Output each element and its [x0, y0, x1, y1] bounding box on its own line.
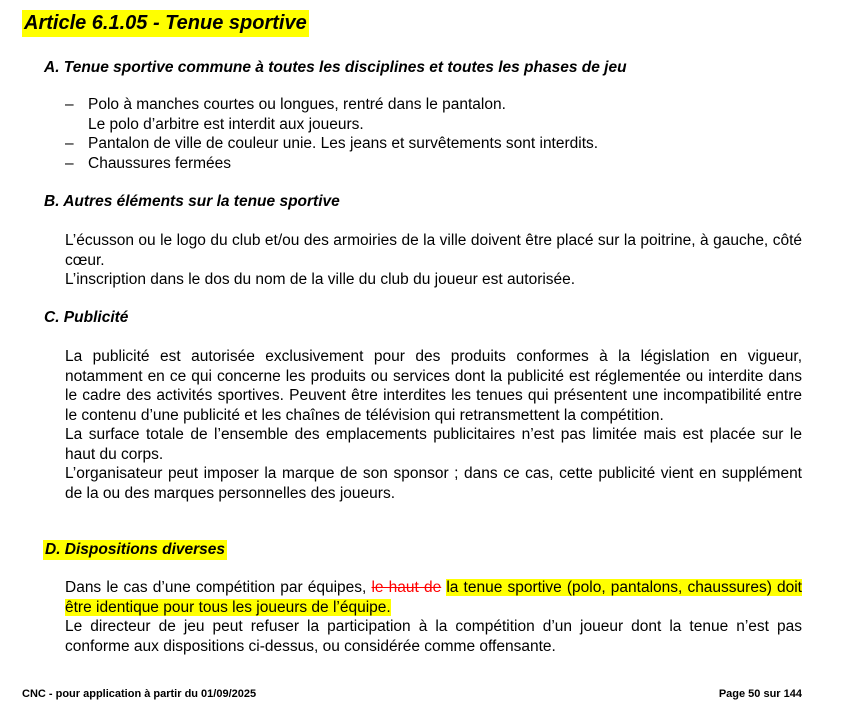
list-item-line: Le polo d’arbitre est interdit aux joueurs. [88, 115, 364, 133]
dash-bullet: – [65, 135, 74, 152]
section-b-body [65, 231, 802, 290]
list-item-line: Pantalon de ville de couleur unie. Les jeans et survêtements sont interdits. [88, 135, 599, 152]
list-item-line: Polo à manches courtes ou longues, rentré dans le pantalon. [88, 96, 506, 113]
paragraph-text: Dans le cas d’une compétition par équipes, [65, 579, 372, 596]
deleted-text: le haut de [371, 579, 442, 596]
article-title: Article 6.1.05 - Tenue sportive [22, 10, 309, 37]
section-a-list [65, 95, 598, 173]
section-d-body [65, 578, 802, 656]
footer-left: CNC - pour application à partir du 01/09/2025 [22, 688, 257, 700]
paragraph [65, 578, 802, 617]
paragraph: La surface totale de l’ensemble des emplacements publicitaires n’est pas limitée mais est placée sur le haut du corps. [65, 426, 802, 463]
section-b-heading: B. Autres éléments sur la tenue sportive [44, 193, 340, 210]
paragraph: L’écusson ou le logo du club et/ou des armoiries de la ville doivent être placé sur la poitrine, à gauche, côté cœur. [65, 232, 802, 269]
dash-bullet: – [65, 154, 74, 172]
paragraph: L’inscription dans le dos du nom de la ville du club du joueur est autorisée. [65, 271, 576, 288]
section-a-heading: A. Tenue sportive commune à toutes les disciplines et toutes les phases de jeu [44, 59, 627, 76]
section-c-heading: C. Publicité [44, 309, 129, 326]
list-item-line: Chaussures fermées [88, 154, 232, 172]
section-d-heading: D. Dispositions diverses [45, 541, 226, 558]
paragraph: Le directeur de jeu peut refuser la participation à la compétition d’un joueur dont la tenue n’est pas conforme aux dispositions ci-dessus, ou considérée comme offensante. [65, 618, 802, 655]
section-c-body [65, 347, 802, 503]
paragraph: L’organisateur peut imposer la marque de son sponsor ; dans ce cas, cette publicité vient en supplément de la ou des marques personnelles des joueurs. [65, 465, 802, 502]
list-item [65, 154, 598, 174]
list-item [65, 95, 598, 134]
highlighted-text: la tenue sportive (polo, pantalons, chaussures) doit être identique pour tous les joueurs de l’équipe. [65, 579, 802, 616]
list-item [65, 134, 598, 154]
dash-bullet: – [65, 96, 74, 113]
paragraph: La publicité est autorisée exclusivement pour des produits conformes à la législation en vigueur, notamment en ce qui concerne les produits ou services dont la publicité est réglementée ou interdite dans le cadre des activités sportives. Peuvent être interdites les tenues qui présentent une incompatibilité entre le contenu d’une publicité et les chaînes de télévision qui retransmettent la compétition. [65, 348, 802, 424]
page-number: Page 50 sur 144 [718, 688, 802, 700]
